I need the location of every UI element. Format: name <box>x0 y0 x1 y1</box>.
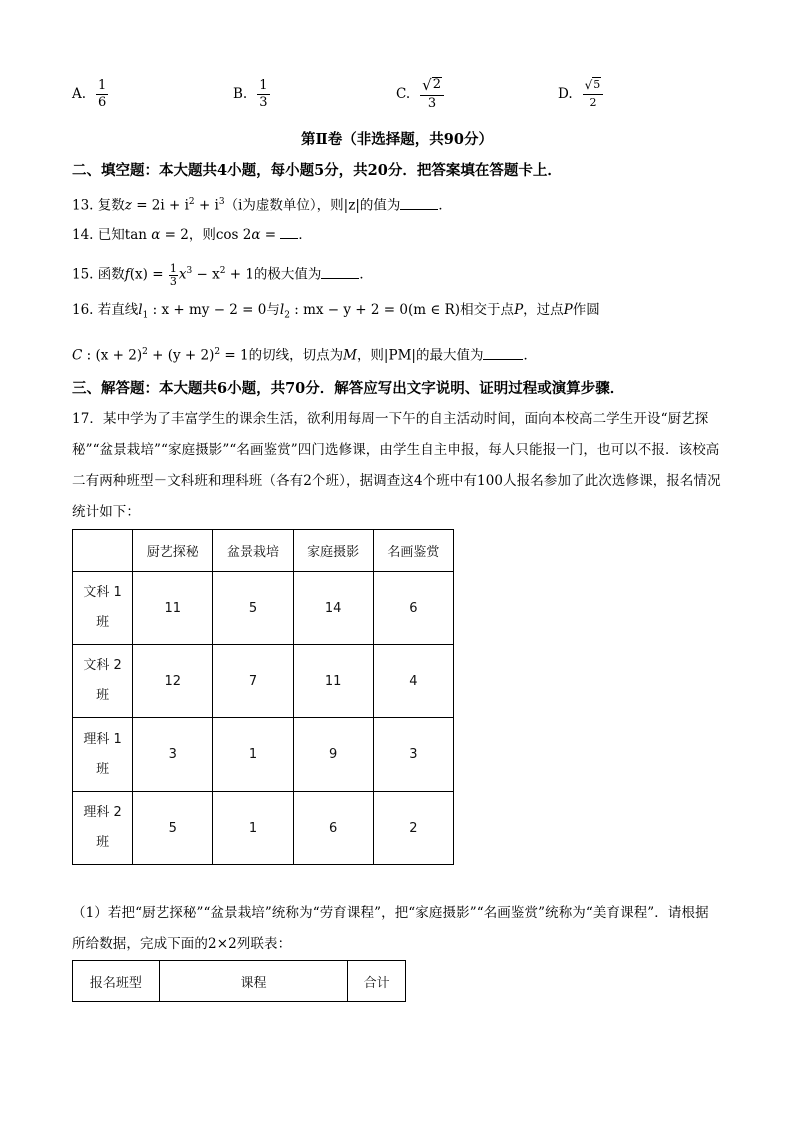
question-16-continued <box>72 342 537 366</box>
row-label: 文科 2 班 <box>73 645 133 718</box>
question-16 <box>72 300 600 326</box>
question-text: 与 <box>266 302 280 318</box>
math-expr: = <box>260 227 281 243</box>
question-text: 若直线 <box>97 302 139 318</box>
math-expr: + i <box>194 197 219 214</box>
table-cell: 3 <box>133 718 213 792</box>
table-header-cell: 报名班型 <box>73 961 160 1002</box>
table-row <box>73 645 454 718</box>
answer-blank <box>280 224 298 239</box>
denominator: 3 <box>259 94 268 110</box>
row-label: 理科 2 班 <box>73 792 133 865</box>
math-var: f <box>124 266 130 283</box>
exponent: 2 <box>188 197 195 207</box>
table-cell: 12 <box>133 645 213 718</box>
sqrt-symbol: √ 5 <box>584 78 601 92</box>
table-cell: 4 <box>373 645 453 718</box>
question-text: 复数 <box>97 197 125 214</box>
row-label: 文科 1 班 <box>73 572 133 645</box>
exponent: 3 <box>186 266 193 276</box>
fill-in-header: 二、填空题：本大题共4小题，每小题5分，共20分．把答案填在答题卡上． <box>72 162 562 179</box>
math-func: cos 2 <box>215 227 252 243</box>
sqrt-symbol: √ 2 <box>422 75 441 94</box>
math-var: P <box>514 302 524 318</box>
math-expr: (x) = <box>129 266 168 283</box>
math-var: l <box>279 302 285 318</box>
math-var: α <box>251 227 261 243</box>
numerator <box>420 77 444 96</box>
choice-fraction <box>583 77 604 111</box>
subscript: 2 <box>284 310 290 321</box>
table-cell: 3 <box>373 718 453 792</box>
table-row <box>73 572 454 645</box>
question-17-text: 17．某中学为了丰富学生的课余生活，欲利用每周一下午的自主活动时间，面向本校高二学生开设“厨艺探秘”“盆景栽培”“家庭摄影”“名画鉴赏”四门选修课，由学生自主申报，每人只能报一门，也可以不报．该校高二有两种班型－文科班和理科班（各有2个班），据调查这4个班中有100人报名参加了此次选修课，报名情况统计如下： <box>72 411 721 520</box>
registration-table <box>72 529 454 865</box>
choice-fraction <box>420 77 444 112</box>
punctuation: ． <box>359 266 373 283</box>
numerator <box>583 77 604 95</box>
choice-d <box>558 72 603 116</box>
question-text: （i为虚数单位），则|z|的值为 <box>224 197 401 214</box>
table-header-row <box>73 530 454 572</box>
table-header-cell: 家庭摄影 <box>293 530 373 572</box>
math-var: P <box>563 302 573 318</box>
question-text: ，则|PM|的最大值为 <box>356 347 484 364</box>
numerator: 1 <box>98 77 107 93</box>
choice-letter: D. <box>558 86 573 102</box>
denominator: 2 <box>589 96 597 109</box>
answer-blank <box>400 195 438 210</box>
question-text: 函数 <box>97 266 125 283</box>
answer-blank <box>321 264 359 279</box>
question-15 <box>72 258 373 288</box>
table-row <box>73 792 454 865</box>
question-number: 13. <box>72 197 94 214</box>
math-var: x <box>178 266 187 283</box>
choice-letter: C. <box>396 86 411 102</box>
math-var: z <box>124 197 132 214</box>
solve-header: 三、解答题：本大题共6小题，共70分．解答应写出文字说明、证明过程或演算步骤． <box>72 380 625 397</box>
table-header-cell <box>73 530 133 572</box>
math-expr: : mx − y + 2 = 0(m ∈ R) <box>289 302 461 318</box>
math-var: l <box>138 302 143 318</box>
math-var: α <box>151 227 161 243</box>
answer-blank <box>483 345 523 360</box>
exponent: 2 <box>214 347 221 357</box>
choice-fraction <box>96 78 108 111</box>
table-cell: 9 <box>293 718 373 792</box>
denominator: 3 <box>169 274 177 288</box>
numerator: 1 <box>259 77 268 93</box>
table-header-cell: 名画鉴赏 <box>373 530 453 572</box>
math-expr: = 2，则 <box>160 227 216 243</box>
question-text: 已知 <box>97 227 125 243</box>
punctuation: ． <box>523 347 537 364</box>
table-header-cell: 合计 <box>348 961 406 1002</box>
exponent: 2 <box>142 347 148 357</box>
question-14 <box>72 224 312 245</box>
table-cell: 1 <box>213 718 293 792</box>
question-number: 15. <box>72 266 94 283</box>
math-func: tan <box>124 227 152 243</box>
table-cell: 7 <box>213 645 293 718</box>
question-13 <box>72 192 452 216</box>
question-number: 16. <box>72 302 94 318</box>
question-17-part-1: （1）若把“厨艺探秘”“盆景栽培”统称为“劳育课程”，把“家庭摄影”“名画鉴赏”统称为“美育课程”．请根据所给数据，完成下面的2×2列联表： <box>72 905 709 952</box>
math-expr: + 1 <box>225 266 254 283</box>
denominator: 6 <box>98 94 107 110</box>
math-expr: + (y + 2) <box>147 347 215 364</box>
table-cell: 14 <box>293 572 373 645</box>
question-text: 的极大值为 <box>253 266 322 283</box>
contingency-table <box>72 960 406 1002</box>
question-text: ，过点 <box>523 302 564 318</box>
table-header-cell: 厨艺探秘 <box>133 530 213 572</box>
punctuation: ． <box>298 227 312 243</box>
section-title: 第Ⅱ卷（非选择题，共90分） <box>301 131 493 148</box>
choice-letter: A. <box>72 86 87 102</box>
question-text: 作圆 <box>572 302 600 318</box>
choice-fraction <box>257 78 269 111</box>
choice-c <box>396 72 444 116</box>
row-label: 理科 1 班 <box>73 718 133 792</box>
table-cell: 11 <box>133 572 213 645</box>
table-cell: 6 <box>373 572 453 645</box>
math-fraction <box>169 263 178 288</box>
choice-b <box>233 72 270 116</box>
table-cell: 11 <box>293 645 373 718</box>
choice-letter: B. <box>233 86 248 102</box>
math-var: C <box>72 347 83 364</box>
question-text: 的切线，切点为 <box>248 347 344 364</box>
table-header-cell: 盆景栽培 <box>213 530 293 572</box>
question-number: 14. <box>72 227 94 243</box>
table-header-row <box>73 961 406 1002</box>
math-expr: : x + my − 2 = 0 <box>148 302 267 318</box>
table-cell: 1 <box>213 792 293 865</box>
exponent: 3 <box>218 197 225 207</box>
punctuation: ． <box>438 197 452 214</box>
subscript: 1 <box>142 310 149 321</box>
table-cell: 5 <box>213 572 293 645</box>
choice-a <box>72 72 108 116</box>
numerator: 1 <box>169 261 177 275</box>
question-text: 相交于点 <box>460 302 515 318</box>
exponent: 2 <box>219 266 226 276</box>
math-expr: = 2i + i <box>131 197 189 214</box>
table-row <box>73 718 454 792</box>
math-var: M <box>343 347 357 364</box>
math-expr: = 1 <box>220 347 249 364</box>
denominator: 3 <box>427 95 437 111</box>
math-expr: − x <box>192 266 220 283</box>
table-cell: 2 <box>373 792 453 865</box>
table-cell: 5 <box>133 792 213 865</box>
table-cell: 6 <box>293 792 373 865</box>
table-header-cell: 课程 <box>159 961 347 1002</box>
math-expr: : (x + 2) <box>82 347 143 364</box>
